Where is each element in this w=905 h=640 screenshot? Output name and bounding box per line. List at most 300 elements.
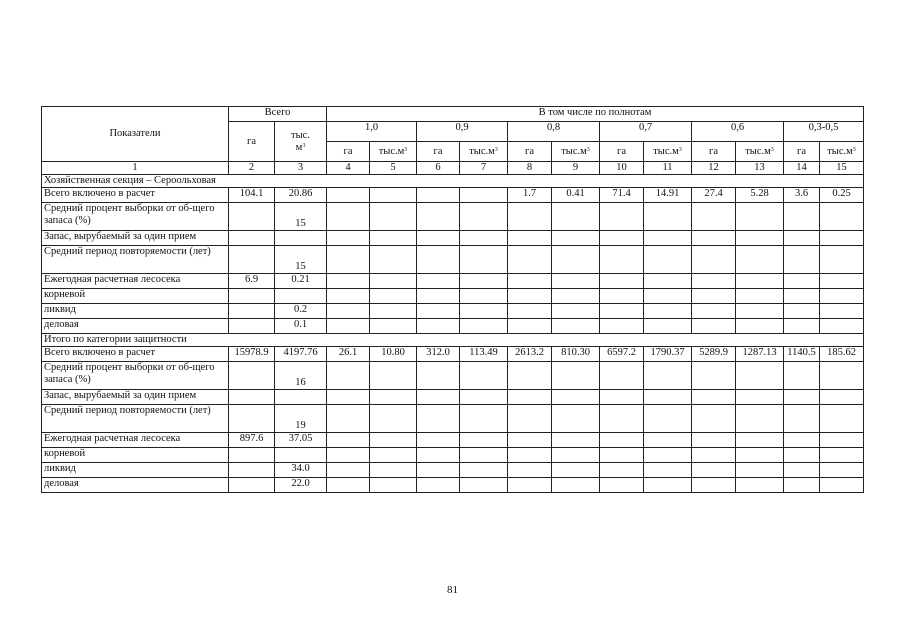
table-cell: 19 [275,405,327,433]
row-label: деловая [42,319,229,334]
table-cell [417,478,460,493]
unit-volume-text: тыс.м [378,145,405,157]
unit-ha: га [600,142,644,162]
table-cell [784,405,820,433]
table-cell [644,405,692,433]
unit-volume [736,142,784,162]
column-number: 8 [508,162,552,175]
table-cell [417,433,460,448]
table-cell [460,203,508,231]
table-row [42,246,864,274]
table-cell [644,231,692,246]
table-cell [327,203,370,231]
table-cell [460,319,508,334]
table-cell [460,304,508,319]
table-cell [692,304,736,319]
table-cell: 1287.13 [736,347,784,362]
table-row [42,203,864,231]
table-cell [736,362,784,390]
table-cell [417,188,460,203]
table-cell: 6597.2 [600,347,644,362]
table-cell: 20.86 [275,188,327,203]
column-number: 14 [784,162,820,175]
row-label: Средний период повторяемости (лет) [42,246,229,274]
unit-volume-text: тыс.м [827,145,853,157]
table-cell [600,390,644,405]
table-cell [600,274,644,289]
table-cell [736,478,784,493]
table-cell [736,304,784,319]
table-cell [229,448,275,463]
table-cell: 15 [275,203,327,231]
table-row [42,362,864,390]
table-cell [692,246,736,274]
table-row [42,274,864,289]
table-cell [370,463,417,478]
table-cell [692,463,736,478]
table-cell [460,274,508,289]
table-cell [370,390,417,405]
row-label: корневой [42,289,229,304]
table-cell: 104.1 [229,188,275,203]
table-cell [417,319,460,334]
section-title: Итого по категории защитности [42,334,864,347]
column-number: 10 [600,162,644,175]
superscript-3: 3 [404,146,408,153]
table-cell [600,203,644,231]
table-cell [460,433,508,448]
table-cell [417,362,460,390]
column-number: 2 [229,162,275,175]
table-cell [327,188,370,203]
table-cell [784,231,820,246]
table-cell [692,289,736,304]
table-cell [508,448,552,463]
table-cell [552,405,600,433]
table-cell [370,203,417,231]
row-label: Запас, вырубаемый за один прием [42,390,229,405]
header-by-density: В том числе по полнотам [327,107,864,122]
table-cell [229,319,275,334]
table-cell [692,405,736,433]
table-cell [736,274,784,289]
row-label: Средний период повторяемости (лет) [42,405,229,433]
table-cell [552,246,600,274]
table-cell [692,448,736,463]
table-cell: 15 [275,246,327,274]
table-cell [508,433,552,448]
table-cell [692,319,736,334]
column-number: 7 [460,162,508,175]
table-cell: 26.1 [327,347,370,362]
table-cell [275,231,327,246]
table-cell: 0.1 [275,319,327,334]
column-number: 4 [327,162,370,175]
table-cell: 3.6 [784,188,820,203]
table-cell [692,231,736,246]
table-cell [644,274,692,289]
unit-volume [820,142,864,162]
table-cell [417,274,460,289]
table-cell [552,289,600,304]
table-cell [460,362,508,390]
table-cell [600,463,644,478]
table-cell [736,463,784,478]
table-cell: 4197.76 [275,347,327,362]
table-cell [736,448,784,463]
table-cell: 2613.2 [508,347,552,362]
table-cell: 312.0 [417,347,460,362]
table-cell [370,405,417,433]
table-cell [600,319,644,334]
superscript-3: 3 [586,146,590,153]
table-cell [600,405,644,433]
group-header: 0,9 [417,122,508,142]
table-cell [417,304,460,319]
table-cell [417,231,460,246]
column-number: 5 [370,162,417,175]
table-cell [820,289,864,304]
table-cell [736,246,784,274]
table-cell: 0.2 [275,304,327,319]
table-cell [736,390,784,405]
table-cell [600,289,644,304]
table-cell [460,289,508,304]
table-cell [327,362,370,390]
unit-volume-text: тыс.м [469,145,495,157]
table-cell [552,463,600,478]
table-cell [275,390,327,405]
table-cell [644,289,692,304]
table-cell [229,390,275,405]
table-cell [370,362,417,390]
table-cell [692,478,736,493]
table-cell [229,246,275,274]
table-cell [229,463,275,478]
table-cell [229,304,275,319]
section-title: Хозяйственная секция – Сероольховая [42,175,864,188]
table-cell [370,274,417,289]
table-cell [644,203,692,231]
unit-volume [644,142,692,162]
group-header: 0,8 [508,122,600,142]
unit-ha: га [784,142,820,162]
column-number: 15 [820,162,864,175]
column-number: 13 [736,162,784,175]
table-cell: 14.91 [644,188,692,203]
table-cell [275,448,327,463]
table-cell [644,448,692,463]
table-cell [552,362,600,390]
table-cell: 16 [275,362,327,390]
table-row [42,231,864,246]
table-cell: 71.4 [600,188,644,203]
unit-volume-text: тыс.м [745,145,771,157]
table-cell [552,203,600,231]
table-cell [820,390,864,405]
table-cell [370,231,417,246]
table-cell [327,433,370,448]
table-cell [229,405,275,433]
table-cell [460,231,508,246]
header-total-volume-tys: тыс. [291,129,310,141]
table-cell [460,390,508,405]
header-pokazateli: Показатели [42,107,229,162]
table-cell [370,246,417,274]
table-cell [600,433,644,448]
table-cell [600,304,644,319]
unit-volume [552,142,600,162]
group-header: 0,7 [600,122,692,142]
column-number: 12 [692,162,736,175]
table-cell [508,319,552,334]
table-row [42,347,864,362]
table-cell [820,405,864,433]
table-cell [600,478,644,493]
row-label: Ежегодная расчетная лесосека [42,274,229,289]
header-total-volume [275,122,327,162]
row-label: Средний процент выборки от об-щего запаса (%) [42,203,229,231]
table-cell: 22.0 [275,478,327,493]
table-cell [229,478,275,493]
table-cell [460,478,508,493]
table-row [42,448,864,463]
table-cell [552,319,600,334]
table-cell [508,246,552,274]
row-label: Запас, вырубаемый за один прием [42,231,229,246]
table-cell [370,433,417,448]
table-cell [370,188,417,203]
table-row [42,304,864,319]
table-cell [508,390,552,405]
table-cell [460,188,508,203]
table-cell [460,448,508,463]
table-cell [784,289,820,304]
table-cell: 5.28 [736,188,784,203]
table-cell [370,319,417,334]
table-cell [600,448,644,463]
table-cell [784,304,820,319]
unit-volume-text: тыс.м [561,145,587,157]
table-cell [784,478,820,493]
column-number: 11 [644,162,692,175]
table-cell [820,362,864,390]
table-cell [552,231,600,246]
row-label: Средний процент выборки от об-щего запаса (%) [42,362,229,390]
table-cell [327,448,370,463]
unit-volume [460,142,508,162]
table-cell [784,448,820,463]
table-cell [417,390,460,405]
table-cell [370,304,417,319]
table-cell: 5289.9 [692,347,736,362]
table-cell [508,231,552,246]
group-header: 1,0 [327,122,417,142]
column-number: 6 [417,162,460,175]
table-cell [508,289,552,304]
table-cell [327,304,370,319]
table-cell [644,390,692,405]
unit-ha: га [327,142,370,162]
superscript-3: 3 [852,146,856,153]
unit-ha: га [692,142,736,162]
table-cell [552,433,600,448]
table-cell [600,246,644,274]
table-cell [508,203,552,231]
table-cell: 27.4 [692,188,736,203]
table-cell [820,304,864,319]
table-cell [820,203,864,231]
superscript-3: 3 [302,142,306,149]
table-cell [784,246,820,274]
table-cell [327,463,370,478]
table-cell [692,433,736,448]
table-cell [820,478,864,493]
row-label: Всего включено в расчет [42,188,229,203]
group-header: 0,3-0,5 [784,122,864,142]
table-cell [508,274,552,289]
table-cell [784,274,820,289]
column-number: 1 [42,162,229,175]
table-cell [784,203,820,231]
table-cell [552,390,600,405]
table-cell [736,231,784,246]
row-label: корневой [42,448,229,463]
table-cell [736,289,784,304]
table-cell [736,203,784,231]
table-cell [644,304,692,319]
unit-volume [370,142,417,162]
table-cell [460,463,508,478]
table-cell: 185.62 [820,347,864,362]
table-cell [229,231,275,246]
table-cell [784,390,820,405]
header-vsego: Всего [229,107,327,122]
table-cell: 15978.9 [229,347,275,362]
table-row [42,405,864,433]
unit-ha: га [417,142,460,162]
table-cell [644,246,692,274]
table-row [42,463,864,478]
table-cell [784,319,820,334]
superscript-3: 3 [770,146,774,153]
table-cell: 897.6 [229,433,275,448]
table-cell [417,246,460,274]
table-cell [552,304,600,319]
table-cell [229,289,275,304]
table-cell [820,319,864,334]
table-cell [417,289,460,304]
column-number: 3 [275,162,327,175]
table-cell [370,448,417,463]
table-cell [508,463,552,478]
table-cell [417,448,460,463]
table-cell: 0.25 [820,188,864,203]
table-cell [600,362,644,390]
table-cell: 6.9 [229,274,275,289]
table-cell [644,433,692,448]
table-cell [327,319,370,334]
table-cell [327,405,370,433]
table-cell [327,231,370,246]
table-cell: 1790.37 [644,347,692,362]
table-cell [552,478,600,493]
table-cell [784,433,820,448]
table-cell [229,362,275,390]
row-label: ликвид [42,304,229,319]
table-cell [644,478,692,493]
table-cell: 37.05 [275,433,327,448]
row-label: Всего включено в расчет [42,347,229,362]
table-cell: 0.41 [552,188,600,203]
table-cell [692,274,736,289]
table-cell [692,203,736,231]
table-cell: 34.0 [275,463,327,478]
header-total-volume-m: м [295,141,303,153]
table-row [42,478,864,493]
table-cell [644,319,692,334]
group-header: 0,6 [692,122,784,142]
row-label: деловая [42,478,229,493]
table-cell [600,231,644,246]
page-number: 81 [447,584,458,596]
table-cell [820,231,864,246]
table-cell [508,304,552,319]
table-cell [417,463,460,478]
table-cell [820,246,864,274]
table-cell: 1.7 [508,188,552,203]
table-cell [784,362,820,390]
table-cell [460,405,508,433]
table-cell [327,390,370,405]
forest-calculation-table [41,106,864,493]
table-cell [508,405,552,433]
table-row [42,188,864,203]
row-label: Ежегодная расчетная лесосека [42,433,229,448]
unit-volume-text: тыс.м [653,145,679,157]
table-cell: 1140.5 [784,347,820,362]
table-cell [692,390,736,405]
table-cell [460,246,508,274]
superscript-3: 3 [494,146,498,153]
table-cell: 113.49 [460,347,508,362]
table-row [42,433,864,448]
table-row [42,390,864,405]
table-cell [784,463,820,478]
table-cell [820,463,864,478]
table-cell [692,362,736,390]
table-cell [229,203,275,231]
table-cell [736,405,784,433]
table-cell [820,433,864,448]
table-cell [644,362,692,390]
table-cell [327,246,370,274]
table-cell [508,478,552,493]
table-cell [552,448,600,463]
table-row [42,289,864,304]
table-cell [417,405,460,433]
row-label: ликвид [42,463,229,478]
table-cell [417,203,460,231]
header-total-ha: га [229,122,275,162]
table-cell [275,289,327,304]
unit-ha: га [508,142,552,162]
table-cell [736,319,784,334]
table-cell [644,463,692,478]
table-cell [736,433,784,448]
table-cell: 0.21 [275,274,327,289]
superscript-3: 3 [678,146,682,153]
